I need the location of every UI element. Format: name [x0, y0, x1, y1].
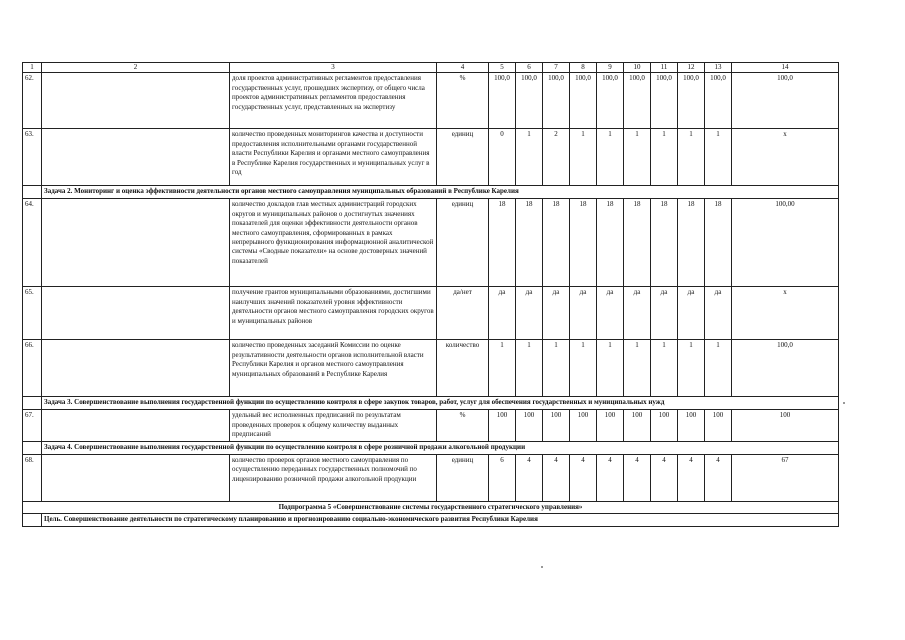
- unit-cell: %: [437, 410, 489, 442]
- indicator-row: [23, 199, 839, 287]
- header-cell: 9: [597, 63, 624, 73]
- value-cell: 18: [624, 199, 651, 287]
- header-cell: 14: [732, 63, 839, 73]
- value-cell: да: [489, 287, 516, 340]
- value-cell: 1: [678, 129, 705, 186]
- unit-cell: единиц: [437, 199, 489, 287]
- value-cell: да: [597, 287, 624, 340]
- value-cell: 100: [570, 410, 597, 442]
- ratio-cell: 100: [732, 410, 839, 442]
- row-number: 66.: [23, 340, 42, 397]
- indicator-text: удельный вес исполненных предписаний по результатам проведенных проверок к общему количеству выданных предписаний: [230, 410, 437, 442]
- value-cell: 4: [516, 454, 543, 501]
- spacer-cell: [23, 186, 42, 199]
- value-cell: 1: [543, 340, 570, 397]
- ratio-cell: 67: [732, 454, 839, 501]
- indicator-row: [23, 340, 839, 397]
- scan-speck: [541, 566, 543, 568]
- task-heading-row: [23, 514, 839, 526]
- header-cell: 3: [230, 63, 437, 73]
- header-cell: 10: [624, 63, 651, 73]
- indicator-text: количество проведенных заседаний Комиссии по оценке результативности деятельности органов исполнительной власти Республики Карелия и органов местного самоуправления муниципальных образований в Республике Карелия: [230, 340, 437, 397]
- value-cell: 100,0: [489, 73, 516, 129]
- value-cell: 1: [516, 129, 543, 186]
- value-cell: 18: [678, 199, 705, 287]
- unit-cell: количество: [437, 340, 489, 397]
- header-cell: 8: [570, 63, 597, 73]
- indicator-row: [23, 287, 839, 340]
- event-name-cell: [42, 410, 230, 442]
- subprogram-heading-row: [23, 501, 839, 513]
- row-number: 67.: [23, 410, 42, 442]
- value-cell: 18: [597, 199, 624, 287]
- subprogram-title: Подпрограмма 5 «Совершенствование системы государственного стратегического управления»: [23, 501, 839, 513]
- value-cell: 100,0: [705, 73, 732, 129]
- value-cell: 100: [705, 410, 732, 442]
- row-number: 62.: [23, 73, 42, 129]
- value-cell: 18: [651, 199, 678, 287]
- header-cell: 11: [651, 63, 678, 73]
- value-cell: 1: [624, 129, 651, 186]
- value-cell: 4: [678, 454, 705, 501]
- value-cell: 4: [705, 454, 732, 501]
- value-cell: 1: [678, 340, 705, 397]
- value-cell: 18: [489, 199, 516, 287]
- value-cell: 18: [705, 199, 732, 287]
- event-name-cell: [42, 129, 230, 186]
- event-name-cell: [42, 73, 230, 129]
- indicator-row: [23, 410, 839, 442]
- task-title: Цель. Совершенствование деятельности по стратегическому планированию и прогнозированию социально-экономического развития Республики Карелия: [42, 514, 839, 526]
- task-title: Задача 3. Совершенствование выполнения государственной функции по осуществлению контроля в сфере закупок товаров, работ, услуг для обеспечения государственных и муниципальных нужд: [42, 397, 839, 410]
- header-cell: 1: [23, 63, 42, 73]
- ratio-cell: x: [732, 287, 839, 340]
- value-cell: да: [678, 287, 705, 340]
- unit-cell: единиц: [437, 129, 489, 186]
- header-cell: 6: [516, 63, 543, 73]
- value-cell: 2: [543, 129, 570, 186]
- task-heading-row: [23, 397, 839, 410]
- indicator-row: [23, 73, 839, 129]
- ratio-cell: 100,0: [732, 340, 839, 397]
- event-name-cell: [42, 340, 230, 397]
- value-cell: 100: [516, 410, 543, 442]
- value-cell: 1: [651, 340, 678, 397]
- value-cell: 100,0: [516, 73, 543, 129]
- value-cell: 4: [624, 454, 651, 501]
- value-cell: 100: [651, 410, 678, 442]
- spacer-cell: [23, 397, 42, 410]
- value-cell: 4: [570, 454, 597, 501]
- ratio-cell: 100,0: [732, 73, 839, 129]
- unit-cell: да/нет: [437, 287, 489, 340]
- spacer-cell: [23, 514, 42, 526]
- indicators-table: [22, 62, 839, 527]
- value-cell: да: [651, 287, 678, 340]
- value-cell: 4: [597, 454, 624, 501]
- value-cell: 100,0: [678, 73, 705, 129]
- value-cell: да: [705, 287, 732, 340]
- header-cell: 13: [705, 63, 732, 73]
- unit-cell: %: [437, 73, 489, 129]
- value-cell: да: [624, 287, 651, 340]
- value-cell: 100,0: [570, 73, 597, 129]
- spacer-cell: [23, 442, 42, 454]
- column-number-header-row: [23, 63, 839, 73]
- indicator-text: доля проектов административных регламентов предоставления государственных услуг, прошедших экспертизу, от общего числа проектов административных регламентов предоставления государственных услуг, представленных на экспертизу: [230, 73, 437, 129]
- value-cell: 100,0: [543, 73, 570, 129]
- value-cell: 6: [489, 454, 516, 501]
- event-name-cell: [42, 454, 230, 501]
- task-title: Задача 4. Совершенствование выполнения государственной функции по осуществлению контроля в сфере розничной продажи алкогольной продукции: [42, 442, 839, 454]
- row-number: 65.: [23, 287, 42, 340]
- header-cell: 5: [489, 63, 516, 73]
- row-number: 68.: [23, 454, 42, 501]
- value-cell: 100: [678, 410, 705, 442]
- value-cell: 100: [489, 410, 516, 442]
- value-cell: 1: [570, 340, 597, 397]
- value-cell: 18: [516, 199, 543, 287]
- task-title: Задача 2. Мониторинг и оценка эффективности деятельности органов местного самоуправления муниципальных образований в Республике Карелия: [42, 186, 839, 199]
- value-cell: 1: [489, 340, 516, 397]
- header-cell: 2: [42, 63, 230, 73]
- header-cell: 4: [437, 63, 489, 73]
- value-cell: 100,0: [651, 73, 678, 129]
- header-cell: 7: [543, 63, 570, 73]
- event-name-cell: [42, 199, 230, 287]
- row-number: 63.: [23, 129, 42, 186]
- value-cell: 1: [624, 340, 651, 397]
- indicator-text: количество докладов глав местных администраций городских округов и муниципальных районов о достигнутых значениях показателей для оценки эффективности деятельности органов местного самоуправления, сформированных в рамках непрерывного функционирования информационной аналитической системы «Сводные показатели» на основе достоверных значений показателей: [230, 199, 437, 287]
- task-heading-row: [23, 186, 839, 199]
- value-cell: 1: [597, 129, 624, 186]
- ratio-cell: 100,00: [732, 199, 839, 287]
- value-cell: 1: [705, 340, 732, 397]
- value-cell: 0: [489, 129, 516, 186]
- task-heading-row: [23, 442, 839, 454]
- value-cell: 1: [597, 340, 624, 397]
- ratio-cell: x: [732, 129, 839, 186]
- value-cell: да: [570, 287, 597, 340]
- value-cell: 4: [651, 454, 678, 501]
- value-cell: 4: [543, 454, 570, 501]
- indicator-text: получение грантов муниципальными образованиями, достигшими наилучших значений показателей уровня эффективности деятельности органов местного самоуправления городских округов и муниципальных районов: [230, 287, 437, 340]
- value-cell: 100: [624, 410, 651, 442]
- header-cell: 12: [678, 63, 705, 73]
- indicator-row: [23, 454, 839, 501]
- indicator-text: количество проверок органов местного самоуправления по осуществлению переданных государственных полномочий по лицензированию розничной продажи алкогольной продукции: [230, 454, 437, 501]
- unit-cell: единиц: [437, 454, 489, 501]
- value-cell: 1: [651, 129, 678, 186]
- value-cell: 18: [570, 199, 597, 287]
- value-cell: да: [543, 287, 570, 340]
- value-cell: 100,0: [597, 73, 624, 129]
- value-cell: 1: [570, 129, 597, 186]
- value-cell: 100: [597, 410, 624, 442]
- value-cell: 1: [516, 340, 543, 397]
- row-number: 64.: [23, 199, 42, 287]
- indicator-text: количество проведенных мониторингов качества и доступности предоставления исполнительными органами государственной власти Республики Карелия и органами местного самоуправления в Республике Карелия государственных и муниципальных услуг в год: [230, 129, 437, 186]
- scan-speck: [843, 402, 845, 404]
- value-cell: 100: [543, 410, 570, 442]
- value-cell: 18: [543, 199, 570, 287]
- value-cell: 1: [705, 129, 732, 186]
- event-name-cell: [42, 287, 230, 340]
- value-cell: да: [516, 287, 543, 340]
- indicator-row: [23, 129, 839, 186]
- value-cell: 100,0: [624, 73, 651, 129]
